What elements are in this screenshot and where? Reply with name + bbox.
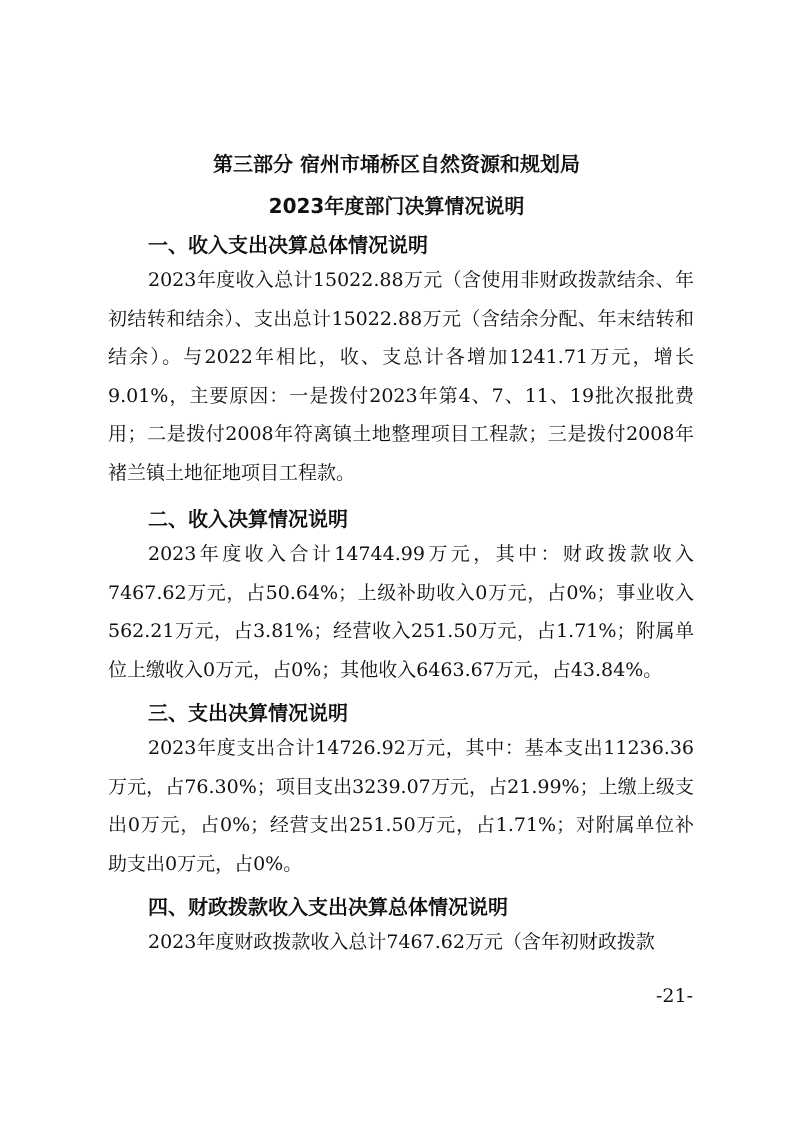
section-heading-1: 一、收入支出决算总体情况说明: [148, 233, 428, 257]
section-heading-4: 四、财政拨款收入支出决算总体情况说明: [148, 895, 508, 919]
section-heading-2: 二、收入决算情况说明: [148, 507, 348, 531]
section-paragraph-4: 2023年度财政拨款收入总计7467.62万元（含年初财政拨款: [148, 931, 655, 953]
page-number: -21-: [655, 985, 693, 1007]
section-paragraph-1: 2023年度收入总计15022.88万元（含使用非财政拨款结余、年初结转和结余）、支出总计15022.88万元（含结余分配、年末结转和结余）。与2022年相比，收、支总计各增加1241.71万元，增长9.01%，主要原因：一是拨付2023年第4、7、11、19批次报批费用；二是拨付2008年符离镇土地整理项目工程款；三是拨付2008年褚兰镇土地征地项目工程款。: [108, 269, 694, 484]
document-title-line-2: 2023年度部门决算情况说明: [268, 194, 525, 218]
section-heading-3: 三、支出决算情况说明: [148, 701, 348, 725]
document-title-line-1: 第三部分 宿州市埇桥区自然资源和规划局: [213, 152, 580, 176]
section-paragraph-2: 2023年度收入合计14744.99万元，其中：财政拨款收入7467.62万元，占50.64%；上级补助收入0万元，占0%；事业收入562.21万元，占3.81%；经营收入251.50万元，占1.71%；附属单位上缴收入0万元，占0%；其他收入6463.67万元，占43.84%。: [108, 543, 694, 681]
section-paragraph-3: 2023年度支出合计14726.92万元，其中：基本支出11236.36万元，占76.30%；项目支出3239.07万元，占21.99%；上缴上级支出0万元，占0%；经营支出251.50万元，占1.71%；对附属单位补助支出0万元，占0%。: [108, 737, 694, 875]
